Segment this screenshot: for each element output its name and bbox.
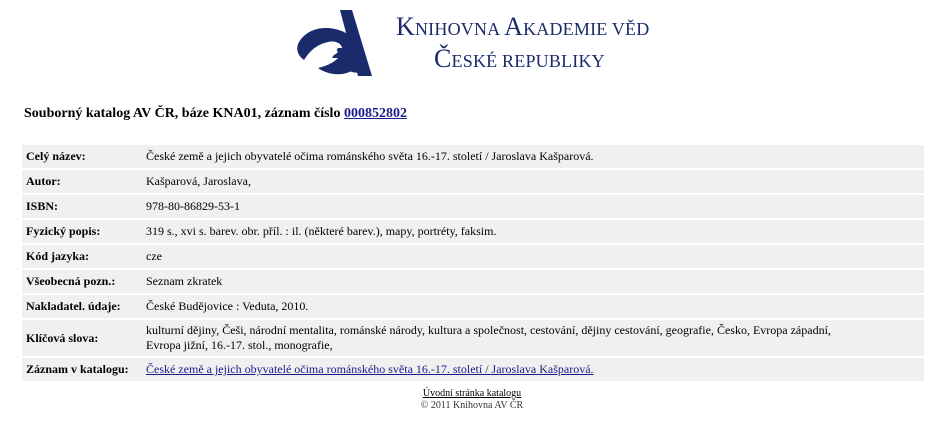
field-label: Nakladatel. údaje: [22,295,142,318]
field-value: 319 s., xvi s. barev. obr. příl. : il. (některé barev.), mapy, portréty, faksim. [142,220,924,243]
table-row [22,195,924,218]
copyright-text: © 2011 Knihovna AV ČR [420,400,524,411]
record-number-link[interactable]: 000852802 [343,106,407,121]
table-row [22,358,924,381]
table-row [22,145,924,168]
brand-cap: Č [434,44,452,73]
field-label: Autor: [22,170,142,193]
record-details-table [22,143,924,383]
field-label: Celý název: [22,145,142,168]
field-label: ISBN: [22,195,142,218]
brand-rest: ESKÉ REPUBLIKY [451,51,605,71]
catalog-home-link[interactable]: Úvodní stránka katalogu [422,388,522,399]
field-label: Klíčová slova: [22,320,142,356]
brand-cap: K [396,12,415,41]
field-value: České země a jejich obyvatelé očima románského světa 16.-17. století / Jaroslava Kašparová. [142,145,924,168]
field-label: Záznam v katalogu: [22,358,142,381]
library-logo-icon [292,6,382,80]
table-row [22,270,924,293]
page-header [0,0,944,90]
field-label: Všeobecná pozn.: [22,270,142,293]
field-value [142,320,924,356]
field-value: České Budějovice : Veduta, 2010. [142,295,924,318]
table-row [22,320,924,356]
field-label: Kód jazyka: [22,245,142,268]
field-value: cze [142,245,924,268]
table-row [22,220,924,243]
catalog-record-link[interactable]: České země a jejich obyvatelé očima románského světa 16.-17. století / Jaroslava Kašparová. [146,362,594,376]
keywords-line: Evropa jižní, 16.-17. stol., monografie, [146,338,333,352]
record-heading-text: Souborný katalog AV ČR, báze KNA01, záznam číslo [24,106,341,121]
field-value: Kašparová, Jaroslava, [142,170,924,193]
field-value: Seznam zkratek [142,270,924,293]
brand-cap: A [504,12,524,41]
field-label: Fyzický popis: [22,220,142,243]
field-value: 978-80-86829-53-1 [142,195,924,218]
keywords-line: kulturní dějiny, Češi, národní mentalita, románské národy, kultura a společnost, cestování, dějiny cestování, geografie, Česko, Evropa západní, [146,323,831,337]
page-footer [0,388,944,412]
brand-rest: NIHOVNA [414,19,505,39]
table-row [22,245,924,268]
field-value [142,358,924,381]
record-heading [24,106,407,122]
brand-rest: KADEMIE VĚD [523,19,650,39]
table-row [22,170,924,193]
table-row [22,295,924,318]
brand-title [396,14,649,72]
